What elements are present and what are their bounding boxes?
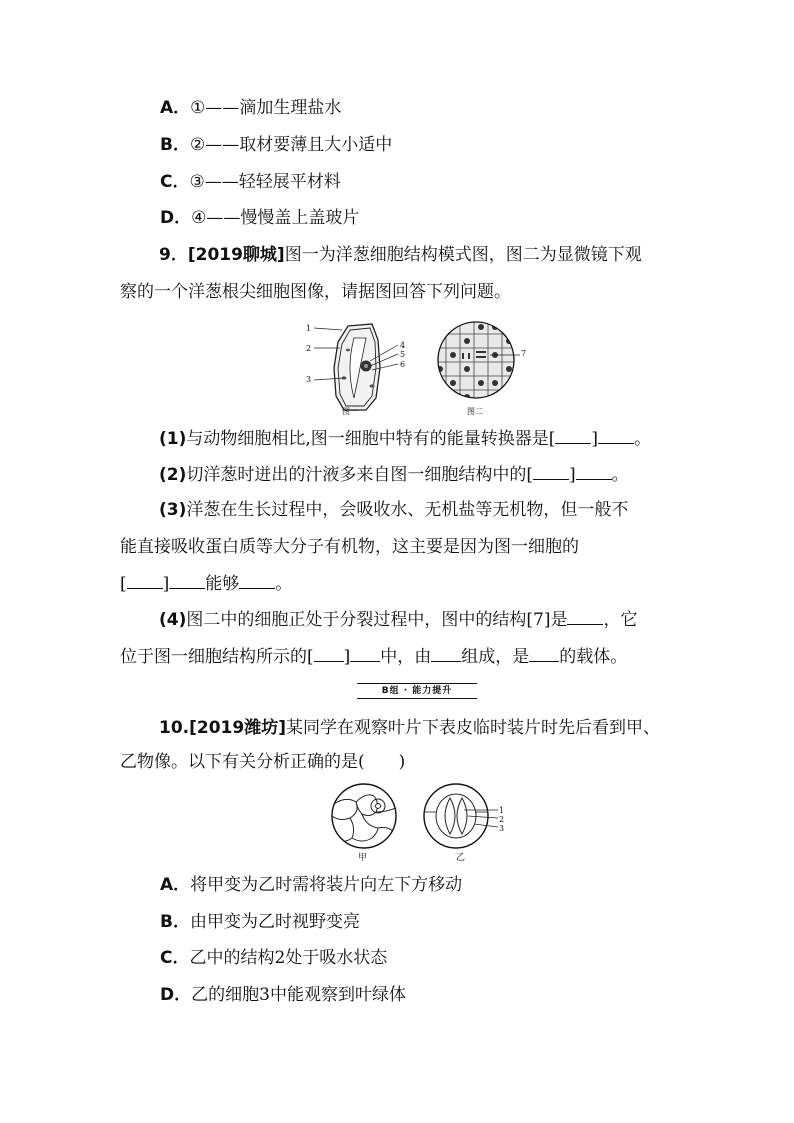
sub-text: 洋葱在生长过程中，会吸收水、无机盐等无机物，但一般不 [186,500,629,520]
option-text: 乙中的结构2处于吸水状态 [189,948,388,968]
sub-number: (4) [159,610,187,630]
sub-text: 。 [611,465,629,485]
sub-text: 组成，是 [461,647,530,667]
question-source: [2019聊城] [187,245,285,265]
answer-blank[interactable] [314,646,344,662]
answer-paren-space[interactable] [365,752,399,767]
figure-jia [326,782,402,850]
q8-option-a [160,98,341,118]
sub-number: (2) [159,465,187,485]
q9-sub3-line1 [159,500,628,520]
sub-text: 与动物细胞相比,图一细胞中特有的能量转换器是[ [186,429,556,449]
sub-text: 能直接吸收蛋白质等大分子有机物，这主要是因为图一细胞的 [120,537,579,557]
fig2-caption: 图二 [467,407,483,416]
fig1-label-4: 4 [400,341,406,350]
question-stem: 察的一个洋葱根尖细胞图像，请据图回答下列问题。 [120,282,511,302]
answer-blank[interactable] [350,646,380,662]
fig1-label-1: 1 [306,324,312,333]
option-text: ②——取材要薄且大小适中 [189,135,393,155]
q8-option-d [160,208,359,228]
sub-text: 切洋葱时迸出的汁液多来自图一细胞结构中的[ [186,465,534,485]
figure-onion-cell [300,318,410,418]
answer-blank[interactable] [567,609,603,625]
sub-text: 能够 [205,574,240,594]
question-stem: 乙物像。以下有关分析正确的是( [120,752,365,772]
sub-text: [ [120,574,127,594]
section-header: B组 · 能力提升 [357,683,477,699]
option-label: C． [160,172,190,192]
sub-text: 的载体。 [559,647,628,667]
q9-stem-line1 [159,245,642,265]
fig-yi-label-2: 2 [499,815,505,824]
option-label: B． [160,912,190,932]
answer-blank[interactable] [127,573,163,589]
answer-blank[interactable] [555,428,591,444]
sub-text: ] [591,429,599,449]
option-text: ①——滴加生理盐水 [190,98,342,118]
q10-option-d [160,985,406,1005]
answer-blank[interactable] [529,646,559,662]
q9-sub3-line2 [120,537,579,557]
sub-text: ，它 [603,610,638,630]
fig1-label-3: 3 [306,375,312,384]
option-label: C． [160,948,190,968]
fig1-caption: 图一 [342,407,358,416]
option-label: D． [160,985,192,1005]
q10-option-c [160,948,387,968]
q10-option-b [160,912,360,932]
q9-sub4-line1 [159,609,637,630]
option-text: ④——慢慢盖上盖玻片 [191,208,360,228]
question-number: 9． [159,245,188,265]
fig1-label-2: 2 [306,344,312,353]
option-label: A． [160,98,191,118]
fig-yi-label-3: 3 [499,824,505,833]
answer-blank[interactable] [239,573,275,589]
option-label: D． [160,208,192,228]
fig2-label-7: 7 [521,349,527,358]
question-stem: 图一为洋葱细胞结构模式图，图二为显微镜下观 [284,245,642,265]
q10-stem-line2 [120,752,405,772]
fig-yi-caption: 乙 [456,853,466,863]
q8-option-b [160,135,392,155]
sub-text: 。 [275,574,293,594]
answer-blank[interactable] [598,428,634,444]
sub-text: ] [162,574,170,594]
answer-blank[interactable] [576,464,612,480]
q9-sub3-line3 [120,573,292,594]
fig1-label-5: 5 [400,350,406,359]
fig-jia-caption: 甲 [358,853,368,863]
figure-root-tip-cells [434,318,534,404]
question-stem: ) [398,752,406,772]
question-number: 10. [159,718,190,738]
q9-sub4-line2 [120,646,627,667]
fig1-label-6: 6 [400,360,406,369]
sub-text: ] [569,465,576,485]
q8-option-c [160,172,341,192]
sub-text: 。 [634,429,652,449]
option-label: B． [160,135,190,155]
question-stem: 某同学在观察叶片下表皮临时装片时先后看到甲、 [285,718,660,738]
sub-text: 图二中的细胞正处于分裂过程中，图中的结构[7]是 [186,610,568,630]
answer-blank[interactable] [431,646,461,662]
sub-text: 中，由 [380,647,432,667]
option-text: 乙的细胞3中能观察到叶绿体 [191,985,406,1005]
option-text: ③——轻轻展平材料 [189,172,341,192]
sub-number: (1) [159,429,187,449]
answer-blank[interactable] [169,573,205,589]
sub-number: (3) [159,500,187,520]
option-text: 由甲变为乙时视野变亮 [189,912,360,932]
q9-sub1 [159,428,651,449]
question-source: [2019潍坊] [189,718,286,738]
fig-yi-label-1: 1 [499,806,505,815]
q9-stem-line2 [120,282,511,302]
q10-stem-line1 [159,718,660,738]
sub-text: ] [343,647,351,667]
sub-text: 位于图一细胞结构所示的[ [120,647,314,667]
q10-option-a [160,875,462,895]
option-text: 将甲变为乙时需将装片向左下方移动 [190,875,463,895]
option-label: A． [160,875,191,895]
q9-sub2 [159,464,629,485]
answer-blank[interactable] [533,464,569,480]
